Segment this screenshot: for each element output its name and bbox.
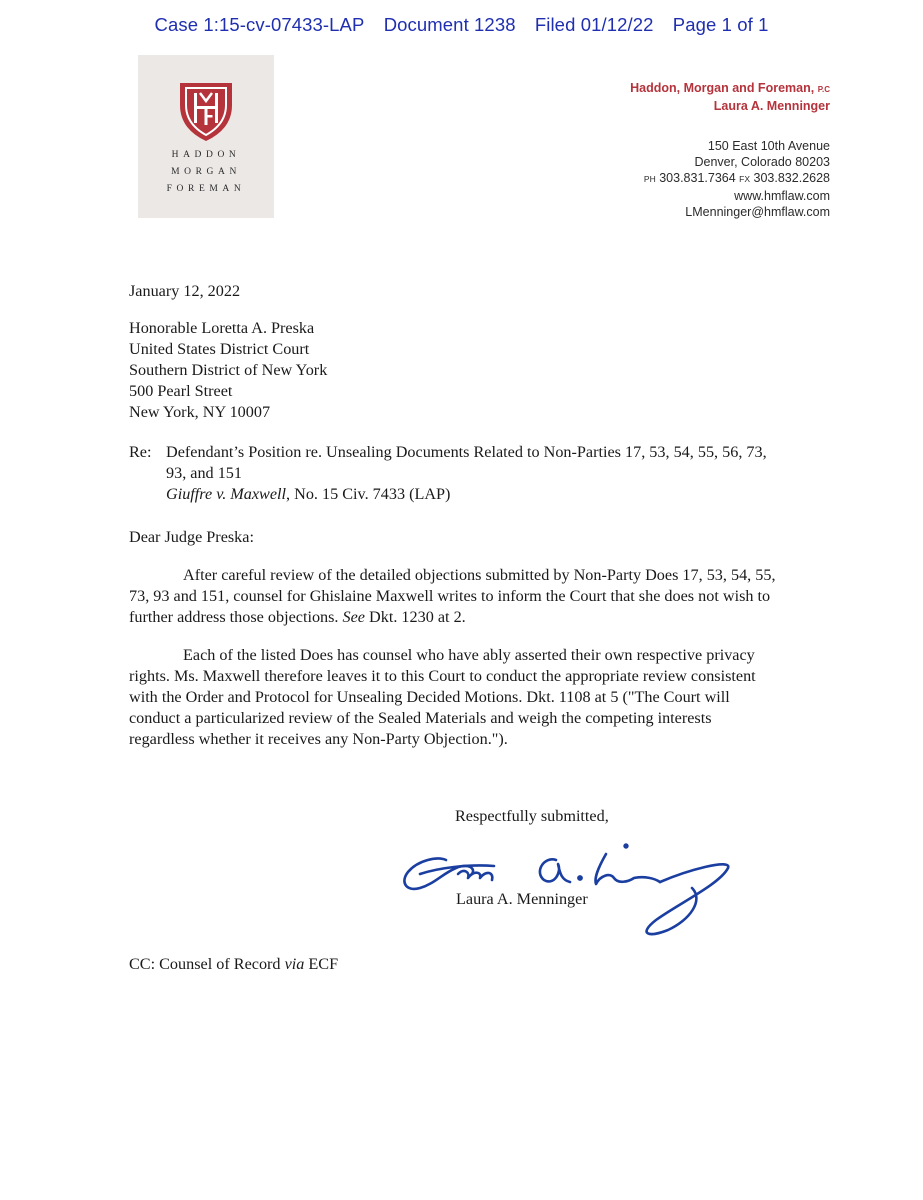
body-paragraph-1: After careful review of the detailed objections submitted by Non-Party Does 17, 53, 54, 55, 73, 93 and 151, counsel for Ghislaine Maxwell writes to inform the Court that she does not wish to further address those objections. See Dkt. 1230 at 2. [129, 566, 776, 626]
signer-name: Laura A. Menninger [456, 890, 588, 908]
see-signal: See [342, 608, 365, 626]
firm-name: Haddon, Morgan and Foreman, P.C [630, 81, 830, 95]
recipient-line: Honorable Loretta A. Preska [129, 319, 315, 337]
case-header [0, 14, 923, 36]
closing: Respectfully submitted, [455, 807, 609, 825]
salutation: Dear Judge Preska: [129, 528, 254, 546]
cc-line: CC: Counsel of Record via ECF [129, 955, 339, 973]
logo-line-1: HADDON [171, 150, 241, 160]
recipient-line: New York, NY 10007 [129, 403, 271, 421]
phone-number: 303.831.7364 [659, 171, 736, 186]
recipient-line: 500 Pearl Street [129, 382, 233, 400]
fax-label: FX [739, 174, 751, 185]
city-state-zip: Denver, Colorado 80203 [694, 155, 830, 170]
case-caption-italic: Giuffre v. Maxwell [166, 485, 287, 503]
website-link[interactable]: www.hmflaw.com [734, 188, 830, 203]
phone-fax [630, 170, 830, 187]
recipient-line: Southern District of New York [129, 361, 328, 379]
firm-logo [138, 55, 274, 218]
logo-line-2: MORGAN [171, 167, 241, 177]
letterhead-contact [630, 80, 830, 220]
case-caption-number: , No. 15 Civ. 7433 (LAP) [286, 485, 451, 503]
recipient-line: United States District Court [129, 340, 310, 358]
case-number: Case 1:15-cv-07433-LAP [154, 14, 365, 35]
firm-shield-icon [176, 79, 236, 143]
re-label: Re: [129, 443, 152, 461]
body-paragraph-2: Each of the listed Does has counsel who have ably asserted their own respective privacy rights. Ms. Maxwell therefore leaves it to this Court to conduct the appropriate review consistent with the Order and Protocol for Unsealing Decided Motions. Dkt. 1108 at 5 ("The Court will conduct a particularized review of the Sealed Materials and weigh the competing interests regardless whether it receives any Non-Party Objection."). [129, 646, 756, 748]
re-line [129, 442, 786, 505]
letter-date: January 12, 2022 [129, 282, 241, 300]
logo-line-3: FOREMAN [166, 184, 246, 194]
page-indicator: Page 1 of 1 [672, 14, 769, 35]
fax-number: 303.832.2628 [753, 171, 830, 186]
street-address: 150 East 10th Avenue [707, 139, 830, 153]
document-number: Document 1238 [383, 14, 516, 35]
recipient-address [129, 318, 327, 423]
phone-label: PH [643, 174, 656, 185]
cc-via: via [284, 955, 305, 973]
firm-address [630, 138, 830, 220]
re-case-caption [166, 484, 786, 505]
email-link[interactable]: LMenninger@hmflaw.com [685, 204, 830, 219]
attorney-name: Laura A. Menninger [713, 99, 830, 113]
filed-date: Filed 01/12/22 [534, 14, 654, 35]
handwritten-signature [398, 838, 738, 938]
firm-suffix: P.C [817, 85, 830, 94]
re-subject: Defendant’s Position re. Unsealing Documents Related to Non-Parties 17, 53, 54, 55, 56, 73, 93, and 151 [166, 443, 767, 482]
